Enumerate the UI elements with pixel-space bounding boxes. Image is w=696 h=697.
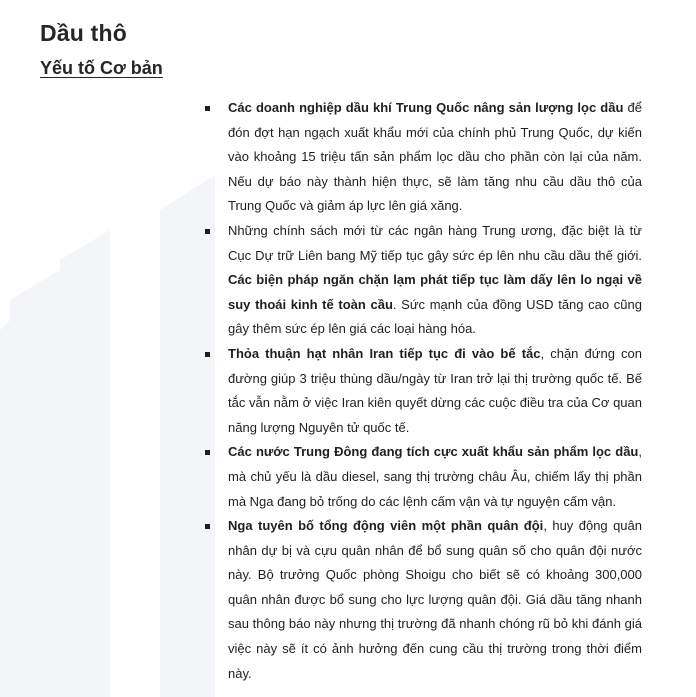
list-item (228, 514, 642, 686)
bullet-text: để đón đợt hạn ngạch xuất khẩu mới của chính phủ Trung Quốc, dự kiến vào khoảng 15 triệu tấn sản phẩm lọc dầu cho phần còn lại của năm. Nếu dự báo này thành hiện thực, sẽ làm tăng nhu cầu dầu thô của Trung Quốc và giảm áp lực lên giá xăng. (228, 100, 642, 214)
fundamentals-list (228, 96, 642, 686)
list-item (228, 342, 642, 440)
watermark-shape (10, 270, 60, 697)
watermark-shape (60, 230, 110, 697)
bullet-highlight: Các doanh nghiệp dầu khí Trung Quốc nâng sản lượng lọc dầu (228, 100, 624, 115)
page-title: Dầu thô (40, 20, 127, 46)
bullet-text: , mà chủ yếu là dầu diesel, sang thị trường châu Âu, chiếm lấy thị phần mà Nga đang bỏ trống do các lệnh cấm vận và tự nguyện cấm vận. (228, 444, 642, 509)
list-item (228, 96, 642, 219)
watermark-shape (160, 175, 215, 697)
watermark-shape (0, 320, 10, 697)
list-item (228, 219, 642, 342)
bullet-text: , chặn đứng con đường giúp 3 triệu thùng dầu/ngày từ Iran trở lại thị trường quốc tế. Bế tắc vẫn nằm ở việc Iran kiên quyết dừng các cuộc điều tra của Cơ quan năng lượng Nguyên tử quốc tế. (228, 345, 642, 435)
bullet-highlight: Các biện pháp ngăn chặn lạm phát tiếp tục làm dấy lên lo ngại về suy thoái kinh tế toàn cầu (228, 272, 642, 312)
bullet-text: . Sức mạnh của đồng USD tăng cao cũng gây thêm sức ép lên giá các loại hàng hóa. (228, 296, 642, 337)
bullet-highlight: Thỏa thuận hạt nhân Iran tiếp tục đi vào bế tắc (228, 345, 541, 361)
bullet-text: , huy động quân nhân dự bị và cựu quân nhân để bổ sung quân số cho quân đội nước này. Bộ trưởng Quốc phòng Shoigu cho biết sẽ có khoảng 300,000 quân nhân được bổ sung cho lực lượng quân đội. Giá dầu tăng nhanh sau thông báo này nhưng thị trường đã nhanh chóng rũ bỏ khi đánh giá việc này sẽ ít có ảnh hưởng đến cung cầu thị trường trong thời điểm này. (228, 518, 643, 681)
bullet-text: Những chính sách mới từ các ngân hàng Trung ương, đặc biệt là từ Cục Dự trữ Liên bang Mỹ tiếp tục gây sức ép lên nhu cầu dầu thế giới. (228, 222, 642, 263)
page-subtitle: Yếu tố Cơ bản (40, 58, 163, 78)
list-item (228, 440, 642, 514)
bullet-highlight: Các nước Trung Đông đang tích cực xuất khẩu sản phẩm lọc dầu (228, 444, 639, 460)
bullet-highlight: Nga tuyên bố tổng động viên một phần quân đội (228, 518, 544, 534)
